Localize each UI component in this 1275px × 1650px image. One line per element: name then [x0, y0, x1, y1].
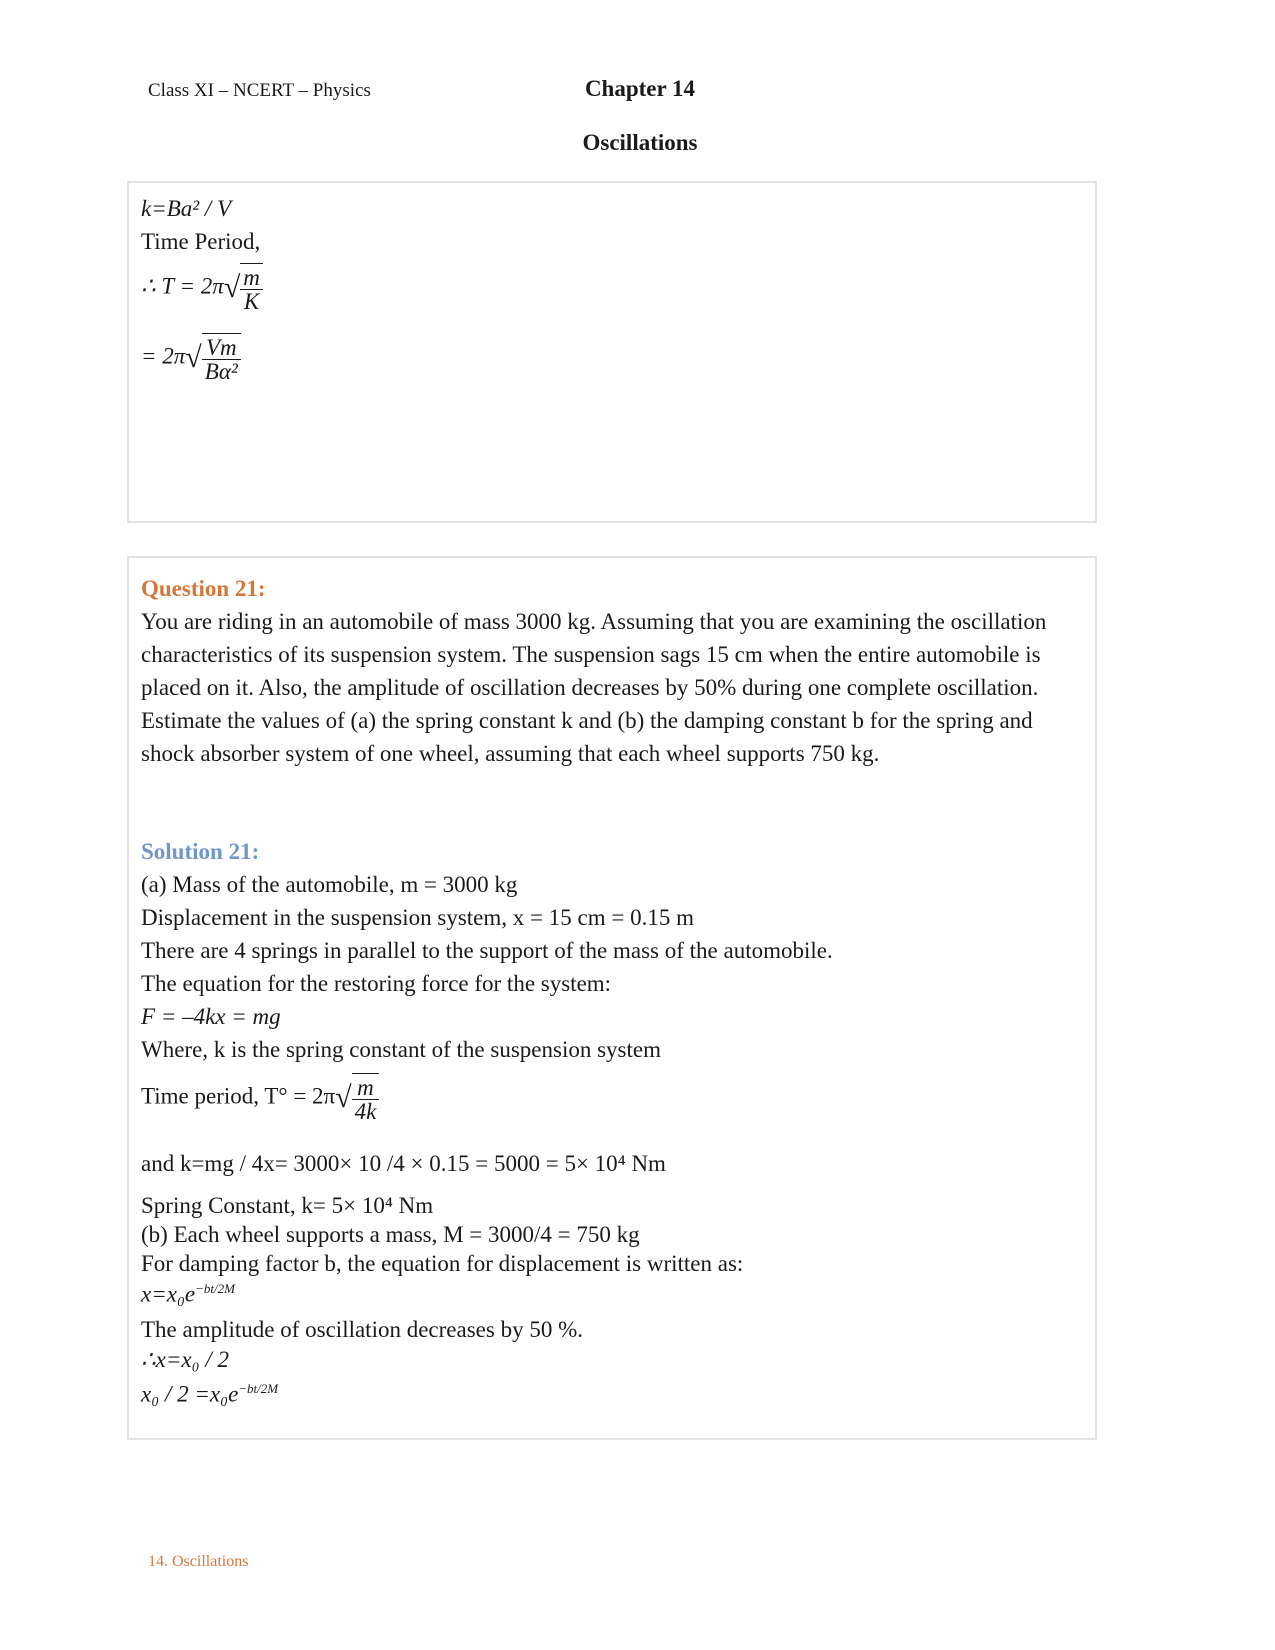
spring-constant-result: Spring Constant, k= 5× 10⁴ Nm: [141, 1193, 434, 1218]
solution-line: The equation for the restoring force for the system:: [141, 971, 612, 996]
question-text: You are riding in an automobile of mass 3000 kg. Assuming that you are examining the oscillation characteristics of its suspension system. The suspension sags 15 cm when the entire automobile is placed on it. Also, the amplitude of oscillation decreases by 50% during one complete oscillation. Estimate the values of (a) the spring constant k and (b) the damping constant b for the spring and shock absorber system of one wheel, assuming that each wheel supports 750 kg.: [141, 609, 1047, 766]
k-equation: k=Ba² / V: [141, 196, 232, 221]
question-solution-box: [127, 556, 1097, 1440]
damping-equation: $x_0 / 2 =x_0e^{-bt/2M}$: [141, 1381, 279, 1407]
half-amplitude-equation: ∴x=x₀ / 2: [141, 1347, 229, 1372]
header-left: Class XI – NCERT – Physics: [148, 80, 371, 101]
time-period-equation: ∴ T = 2π√ $\frac{m}{K}$: [141, 263, 263, 313]
solution-line: (b) Each wheel supports a mass, M = 3000/4 = 750 kg: [141, 1222, 640, 1247]
time-period-4k-equation: Time period, T° = 2π√ $\frac{m}{4k}$: [141, 1073, 379, 1123]
time-period-label: Time Period,: [141, 229, 261, 254]
solution-line: Displacement in the suspension system, x = 15 cm = 0.15 m: [141, 905, 694, 930]
chapter-heading: Chapter 14: [584, 76, 696, 101]
question-block: [141, 572, 1091, 770]
solution-line: (a) Mass of the automobile, m = 3000 kg: [141, 872, 518, 897]
chapter-title: Oscillations: [582, 130, 698, 155]
solution-line: For damping factor b, the equation for displacement is written as:: [141, 1251, 744, 1276]
k-calculation: and k=mg / 4x= 3000× 10 /4 × 0.15 = 5000 = 5× 10⁴ Nm: [141, 1151, 666, 1176]
solution-line: Where, k is the spring constant of the suspension system: [141, 1037, 661, 1062]
solution-line: The amplitude of oscillation decreases by 50 %.: [141, 1317, 583, 1342]
equation-box: [127, 181, 1097, 523]
time-period-equation-2: = 2π√ $\frac{Vm}{\text{Bα²}}$: [141, 333, 241, 383]
footer-chapter-label: 14. Oscillations: [148, 1553, 249, 1570]
solution-heading: Solution 21:: [141, 839, 260, 864]
question-heading: Question 21:: [141, 576, 266, 601]
force-equation: F = –4kx = mg: [141, 1004, 281, 1029]
solution-line: There are 4 springs in parallel to the support of the mass of the automobile.: [141, 938, 833, 963]
displacement-equation: $x=x_0e^{-bt/2M}$: [141, 1281, 235, 1307]
